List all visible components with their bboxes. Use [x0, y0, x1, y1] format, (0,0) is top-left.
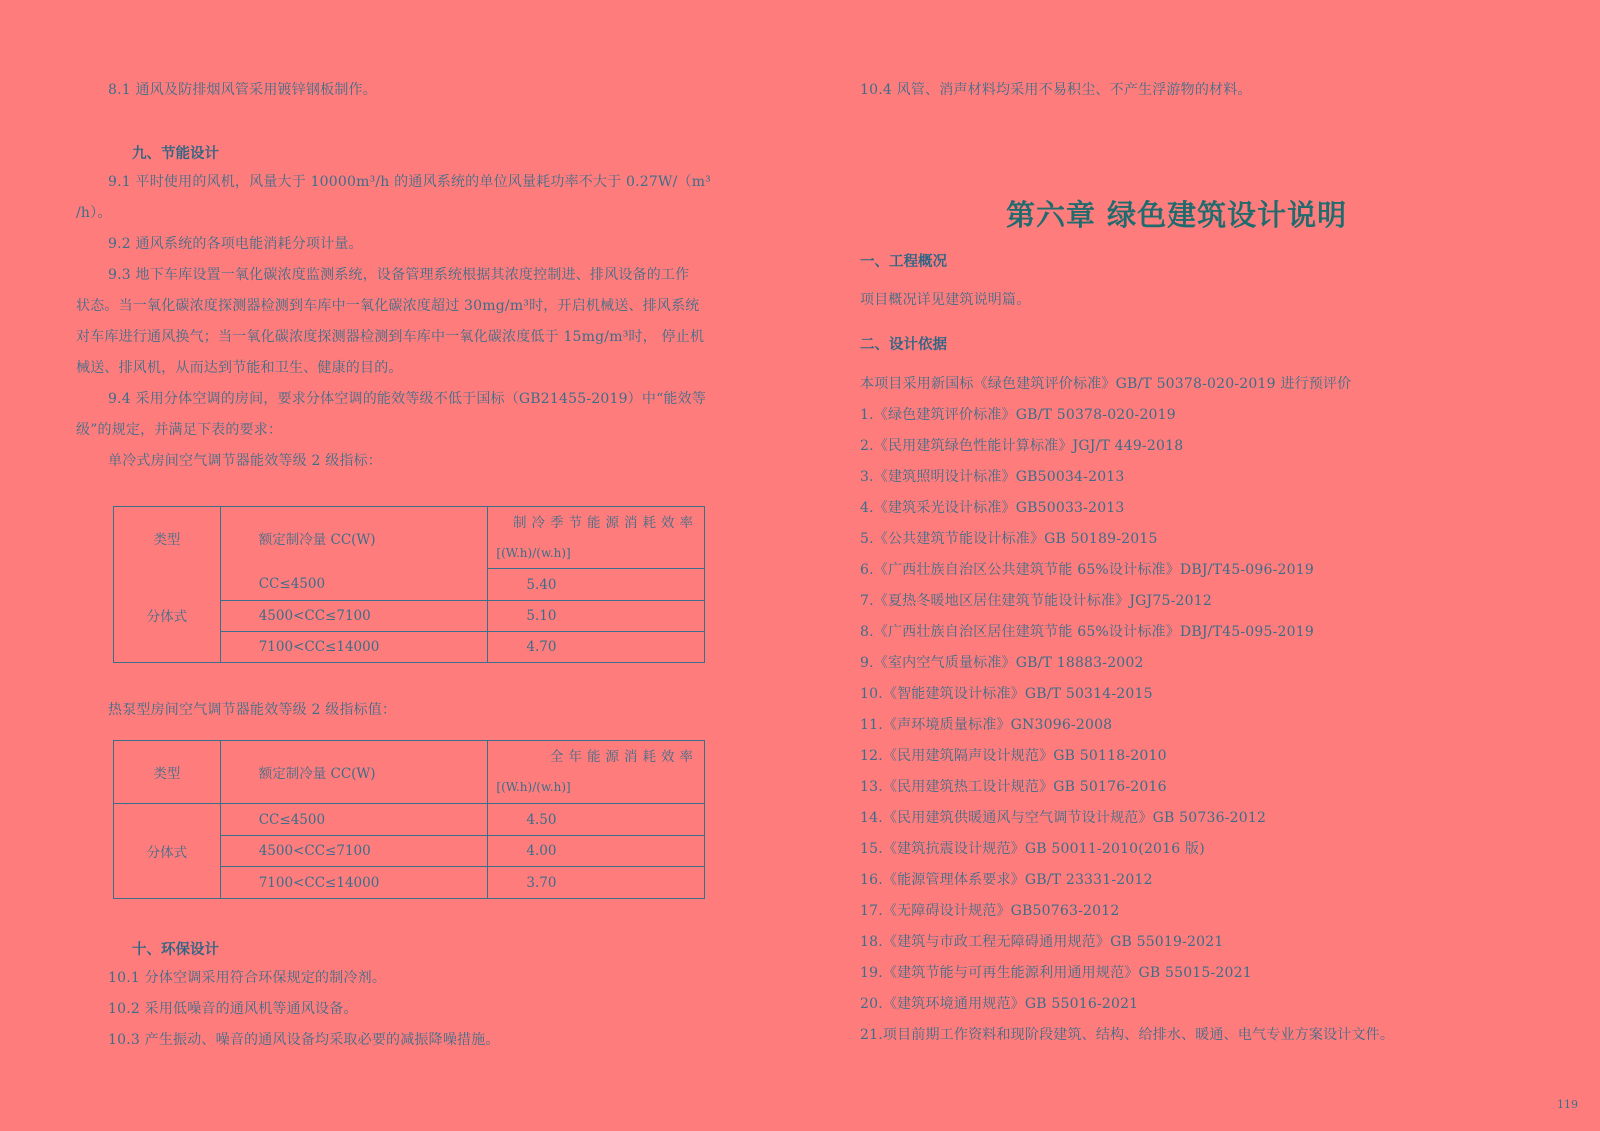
capacity-cell: 4500<CC≤7100	[220, 836, 488, 867]
clause-9-1-line2: /h）。	[76, 205, 112, 221]
capacity-cell: 7100<CC≤14000	[220, 867, 488, 899]
section-2-heading: 二、设计依据	[860, 337, 947, 353]
clause-9-4-line1: 9.4 采用分体空调的房间，要求分体空调的能效等级不低于国标（GB21455-2019）中“能效等	[108, 391, 707, 407]
header-efficiency	[488, 741, 705, 804]
clause-9-4-line2: 级”的规定，并满足下表的要求：	[76, 422, 283, 438]
header-efficiency	[488, 507, 705, 569]
clause-9-2: 9.2 通风系统的各项电能消耗分项计量。	[108, 236, 363, 252]
list-item: 3.《建筑照明设计标准》GB50034-2013	[860, 469, 1125, 485]
value-cell: 5.40	[488, 569, 705, 601]
list-item: 21.项目前期工作资料和现阶段建筑、结构、给排水、暖通、电气专业方案设计文件。	[860, 1027, 1395, 1043]
group-cell: 分体式	[114, 804, 221, 899]
list-item: 1.《绿色建筑评价标准》GB/T 50378-020-2019	[860, 407, 1176, 423]
table1-caption: 单冷式房间空气调节器能效等级 2 级指标：	[108, 453, 383, 469]
capacity-cell: CC≤4500	[220, 804, 488, 836]
list-item: 9.《室内空气质量标准》GB/T 18883-2002	[860, 655, 1144, 671]
clause-9-3-line2: 状态。当一氧化碳浓度探测器检测到车库中一氧化碳浓度超过 30mg/m³时，开启机械送、排风系统	[76, 298, 700, 314]
section-9-heading: 九、节能设计	[132, 146, 219, 162]
list-item: 18.《建筑与市政工程无障碍通用规范》GB 55019-2021	[860, 934, 1224, 950]
table2-caption: 热泵型房间空气调节器能效等级 2 级指标值：	[108, 702, 397, 718]
clause-9-3-line4: 械送、排风机，从而达到节能和卫生、健康的目的。	[76, 360, 403, 376]
clause-9-1-line1: 9.1 平时使用的风机，风量大于 10000m³/h 的通风系统的单位风量耗功率不大于 0.27W/（m³	[108, 174, 711, 190]
list-item: 7.《夏热冬暖地区居住建筑节能设计标准》JGJ75-2012	[860, 593, 1212, 609]
list-item: 14.《民用建筑供暖通风与空气调节设计规范》GB 50736-2012	[860, 810, 1267, 826]
table-header-row	[114, 507, 705, 569]
table-header-row	[114, 741, 705, 804]
header-type: 类型	[114, 507, 221, 569]
header-capacity: 额定制冷量 CC(W)	[220, 507, 488, 569]
clause-9-3-line3: 对车库进行通风换气；当一氧化碳浓度探测器检测到车库中一氧化碳浓度低于 15mg/m³时， 停止机	[76, 329, 705, 345]
value-cell: 4.00	[488, 836, 705, 867]
clause-9-3-line1: 9.3 地下车库设置一氧化碳浓度监测系统，设备管理系统根据其浓度控制进、排风设备的工作	[108, 267, 690, 283]
basis-intro: 本项目采用新国标《绿色建筑评价标准》GB/T 50378-020-2019 进行预评价	[860, 376, 1352, 392]
header-type: 类型	[114, 741, 221, 804]
list-item: 15.《建筑抗震设计规范》GB 50011-2010(2016 版)	[860, 841, 1205, 857]
list-item: 4.《建筑采光设计标准》GB50033-2013	[860, 500, 1125, 516]
list-item: 10.《智能建筑设计标准》GB/T 50314-2015	[860, 686, 1153, 702]
list-item: 8.《广西壮族自治区居住建筑节能 65%设计标准》DBJ/T45-095-2019	[860, 624, 1314, 640]
value-cell: 4.70	[488, 632, 705, 663]
list-item: 13.《民用建筑热工设计规范》GB 50176-2016	[860, 779, 1167, 795]
clause-10-2: 10.2 采用低噪音的通风机等通风设备。	[108, 1001, 358, 1017]
list-item: 19.《建筑节能与可再生能源利用通用规范》GB 55015-2021	[860, 965, 1252, 981]
value-cell: 3.70	[488, 867, 705, 899]
capacity-cell: 4500<CC≤7100	[220, 601, 488, 632]
capacity-cell: 7100<CC≤14000	[220, 632, 488, 663]
clause-8-1: 8.1 通风及防排烟风管采用镀锌钢板制作。	[108, 82, 377, 98]
overview-text: 项目概况详见建筑说明篇。	[860, 292, 1031, 308]
clause-10-3: 10.3 产生振动、噪音的通风设备均采取必要的减振降噪措施。	[108, 1032, 500, 1048]
list-item: 5.《公共建筑节能设计标准》GB 50189-2015	[860, 531, 1158, 547]
list-item: 20.《建筑环境通用规范》GB 55016-2021	[860, 996, 1139, 1012]
header-efficiency-unit: [(W.h)/(w.h)]	[496, 545, 571, 560]
header-capacity: 额定制冷量 CC(W)	[220, 741, 488, 804]
list-item: 16.《能源管理体系要求》GB/T 23331-2012	[860, 872, 1153, 888]
capacity-cell: CC≤4500	[220, 569, 488, 601]
section-10-heading: 十、环保设计	[132, 942, 219, 958]
value-cell: 5.10	[488, 601, 705, 632]
table-row	[114, 804, 705, 836]
list-item: 11.《声环境质量标准》GN3096-2008	[860, 717, 1113, 733]
value-cell: 4.50	[488, 804, 705, 836]
efficiency-table-cooling	[113, 506, 705, 663]
clause-10-1: 10.1 分体空调采用符合环保规定的制冷剂。	[108, 970, 387, 986]
list-item: 2.《民用建筑绿色性能计算标准》JGJ/T 449-2018	[860, 438, 1184, 454]
header-efficiency-label: 制冷季节能源消耗效率	[513, 514, 698, 531]
table-row	[114, 569, 705, 601]
header-efficiency-unit: [(W.h)/(w.h)]	[496, 780, 571, 794]
list-item: 6.《广西壮族自治区公共建筑节能 65%设计标准》DBJ/T45-096-2019	[860, 562, 1314, 578]
chapter-title: 第六章 绿色建筑设计说明	[1006, 198, 1348, 232]
clause-10-4: 10.4 风管、消声材料均采用不易积尘、不产生浮游物的材料。	[860, 82, 1252, 98]
page-number: 119	[1557, 1098, 1578, 1111]
section-1-heading: 一、工程概况	[860, 254, 947, 270]
group-cell: 分体式	[114, 569, 221, 663]
header-efficiency-label: 全年能源消耗效率	[550, 749, 698, 765]
list-item: 17.《无障碍设计规范》GB50763-2012	[860, 903, 1120, 919]
list-item: 12.《民用建筑隔声设计规范》GB 50118-2010	[860, 748, 1167, 764]
efficiency-table-heatpump	[113, 740, 705, 899]
